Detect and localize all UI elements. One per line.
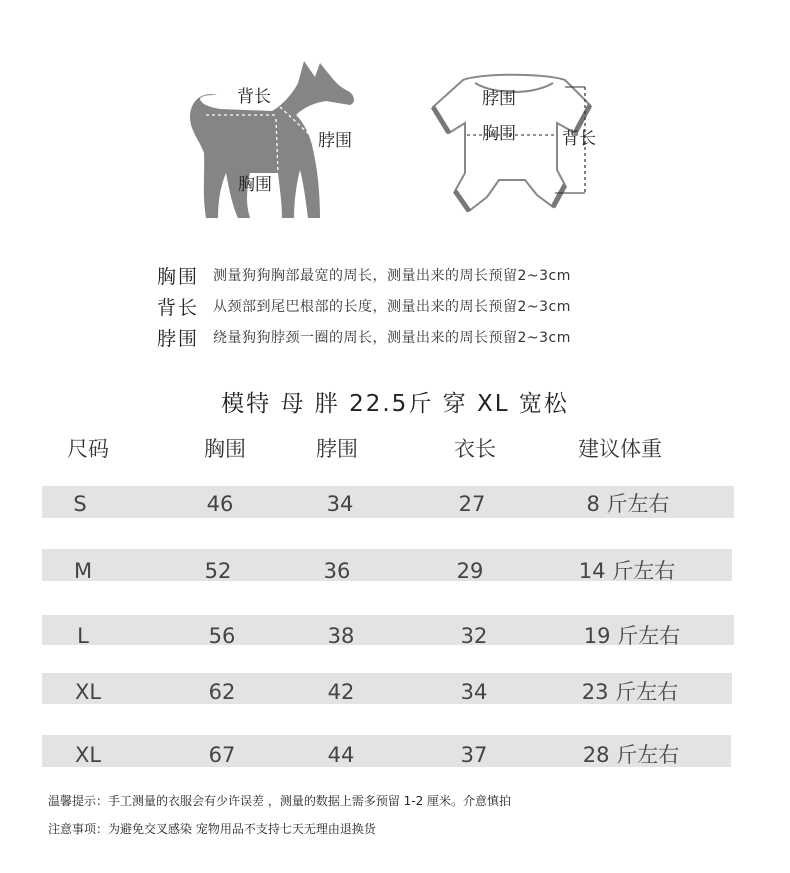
cell-weight <box>579 561 675 582</box>
definition-neck <box>157 324 571 350</box>
definition-text: 测量狗狗胸部最宽的周长，测量出来的周长预留2~3cm <box>213 268 571 284</box>
cell-length: 34 <box>460 680 488 704</box>
weight-unit: 斤左右 <box>606 492 670 516</box>
cell-chest: 67 <box>208 743 236 767</box>
cell-length: 27 <box>458 492 486 516</box>
weight-unit: 斤左右 <box>616 743 680 767</box>
cell-size: XL <box>74 743 102 767</box>
shirt-leg-cuff-right <box>553 185 565 207</box>
header-chest: 胸围 <box>204 437 246 461</box>
weight-unit: 斤左右 <box>617 624 681 648</box>
cell-weight <box>584 626 680 647</box>
shirt-chest-label: 胸围 <box>482 124 516 144</box>
dog-neck-label: 脖围 <box>318 131 352 151</box>
warm-tip: 温馨提示：手工测量的衣服会有少许误差 ，测量的数据上需多预留 1-2 厘米。介意慎拍 <box>48 794 512 808</box>
cell-neck: 44 <box>327 743 355 767</box>
cell-size: XL <box>74 680 102 704</box>
cell-neck: 34 <box>326 492 354 516</box>
header-neck: 脖围 <box>316 437 358 461</box>
cell-size: S <box>73 492 87 516</box>
weight-number: 14 <box>578 559 606 583</box>
dog-chest-label: 胸围 <box>238 175 272 195</box>
definition-text: 从颈部到尾巴根部的长度，测量出来的周长预留2~3cm <box>213 299 571 315</box>
header-length: 衣长 <box>454 437 496 461</box>
cell-chest: 46 <box>206 492 234 516</box>
model-info: 模特 母 胖 22.5斤 穿 XL 宽松 <box>221 391 569 417</box>
shirt-leg-cuff-left <box>455 191 469 211</box>
cell-neck: 36 <box>323 559 351 583</box>
weight-number: 19 <box>583 624 611 648</box>
shirt-back-label: 背长 <box>562 129 596 149</box>
cell-weight <box>586 494 669 515</box>
cell-neck: 42 <box>327 680 355 704</box>
header-size: 尺码 <box>67 437 109 461</box>
shirt-sleeve-cuff-left <box>433 107 449 133</box>
definition-term: 脖围 <box>157 327 200 350</box>
definition-term: 背长 <box>157 296 200 319</box>
weight-number: 8 <box>586 492 600 516</box>
definition-back <box>157 293 571 319</box>
definition-term: 胸围 <box>157 265 200 288</box>
weight-number: 28 <box>582 743 610 767</box>
cell-chest: 62 <box>208 680 236 704</box>
cell-chest: 52 <box>204 559 232 583</box>
cell-size: M <box>73 559 93 583</box>
cell-length: 37 <box>460 743 488 767</box>
cell-size: L <box>77 624 89 648</box>
definition-text: 绕量狗狗脖颈一圈的周长，测量出来的周长预留2~3cm <box>213 330 571 346</box>
cell-weight <box>583 745 679 766</box>
weight-unit: 斤左右 <box>615 680 679 704</box>
weight-unit: 斤左右 <box>612 559 676 583</box>
dog-back-label: 背长 <box>237 87 271 107</box>
weight-number: 23 <box>581 680 609 704</box>
cell-length: 32 <box>460 624 488 648</box>
shirt-neck-label: 脖围 <box>482 89 516 109</box>
cell-length: 29 <box>456 559 484 583</box>
cell-neck: 38 <box>327 624 355 648</box>
cell-chest: 56 <box>208 624 236 648</box>
header-weight: 建议体重 <box>578 437 662 461</box>
definition-chest <box>157 262 571 288</box>
attention-note: 注意事项：为避免交叉感染 宠物用品不支持七天无理由退换货 <box>48 822 376 836</box>
cell-weight <box>582 682 678 703</box>
